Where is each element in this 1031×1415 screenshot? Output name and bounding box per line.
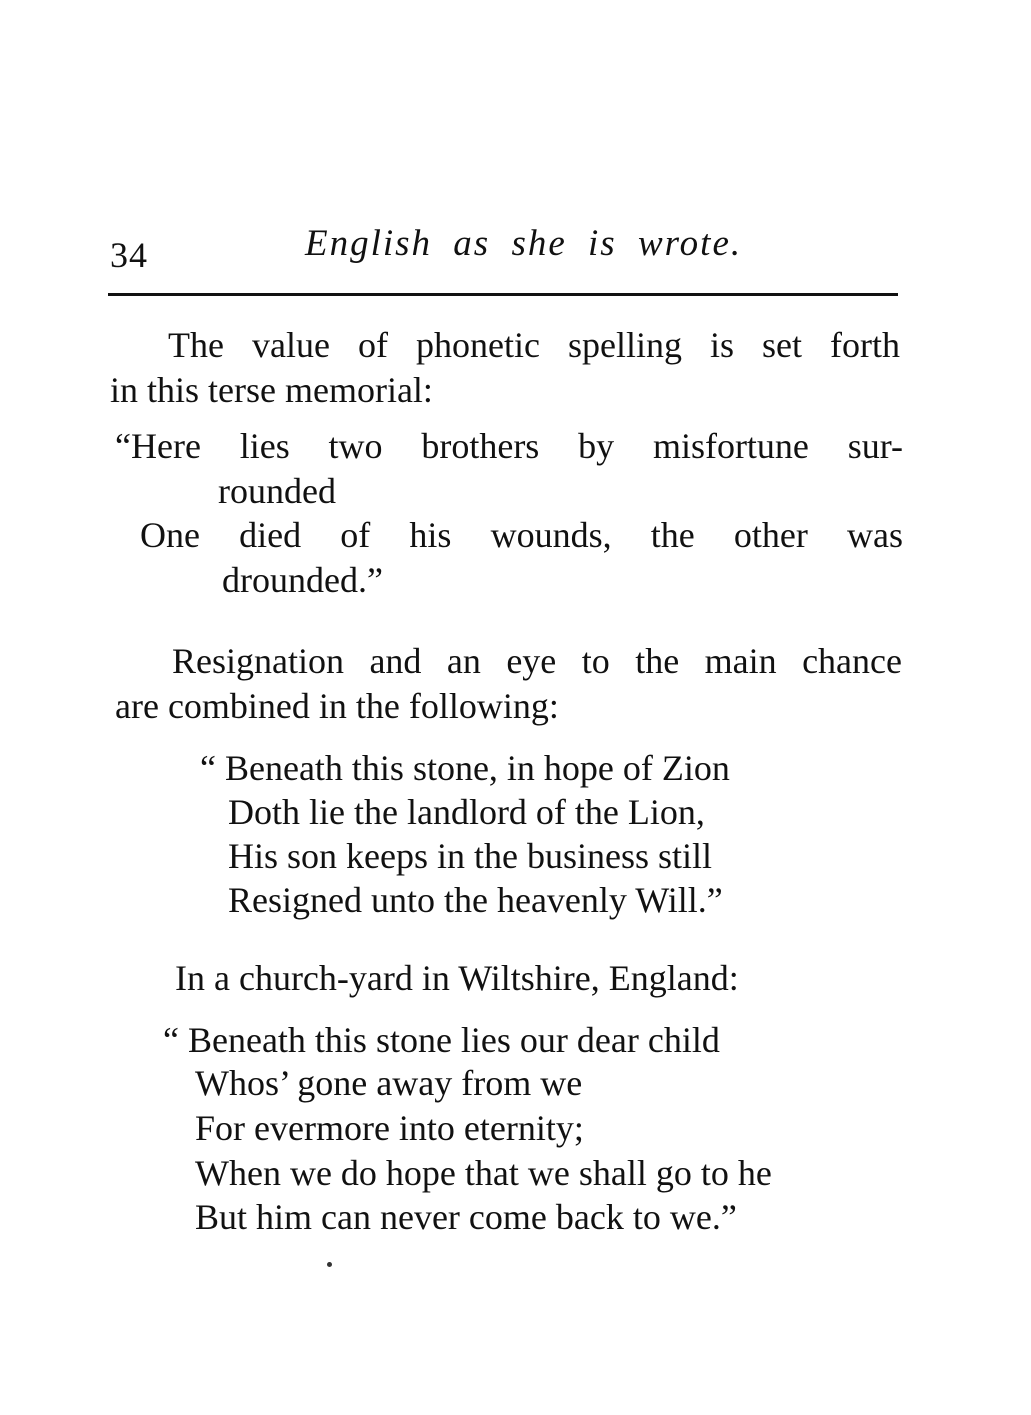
section-1-intro-line-1: The value of phonetic spelling is set forth [168,325,900,365]
section-2-verse-line-2: Doth lie the landlord of the Lion, [228,792,705,832]
section-2-verse-line-4: Resigned unto the heavenly Will.” [228,880,723,920]
section-1-verse-line-3: One died of his wounds, the other was [140,515,903,555]
section-3-verse-line-4: When we do hope that we shall go to he [195,1153,772,1193]
section-1-verse-line-2: rounded [218,471,336,511]
section-2-intro-line-2: are combined in the following: [115,686,559,726]
section-1-verse-line-4: drounded.” [222,560,383,600]
section-3-verse-line-1: “ Beneath this stone lies our dear child [163,1020,720,1060]
section-2-verse-line-3: His son keeps in the business still [228,836,712,876]
section-3-intro-line-1: In a church-yard in Wiltshire, England: [175,958,739,998]
section-3-verse-line-2: Whos’ gone away from we [195,1063,583,1103]
header-rule [108,293,898,296]
section-1-intro-line-2: in this terse memorial: [110,370,433,410]
section-3-verse-line-5: But him can never come back to we.” [195,1197,737,1237]
running-title: English as she is wrote. [305,223,743,264]
page-number: 34 [110,235,148,275]
section-2-intro-line-1: Resignation and an eye to the main chance [172,641,902,681]
section-1-verse-line-1: “Here lies two brothers by misfortune sur- [115,426,903,466]
running-head [110,222,900,282]
section-3-verse-line-3: For evermore into eternity; [195,1108,584,1148]
ink-speck [327,1262,332,1267]
section-2-verse-line-1: “ Beneath this stone, in hope of Zion [200,748,730,788]
